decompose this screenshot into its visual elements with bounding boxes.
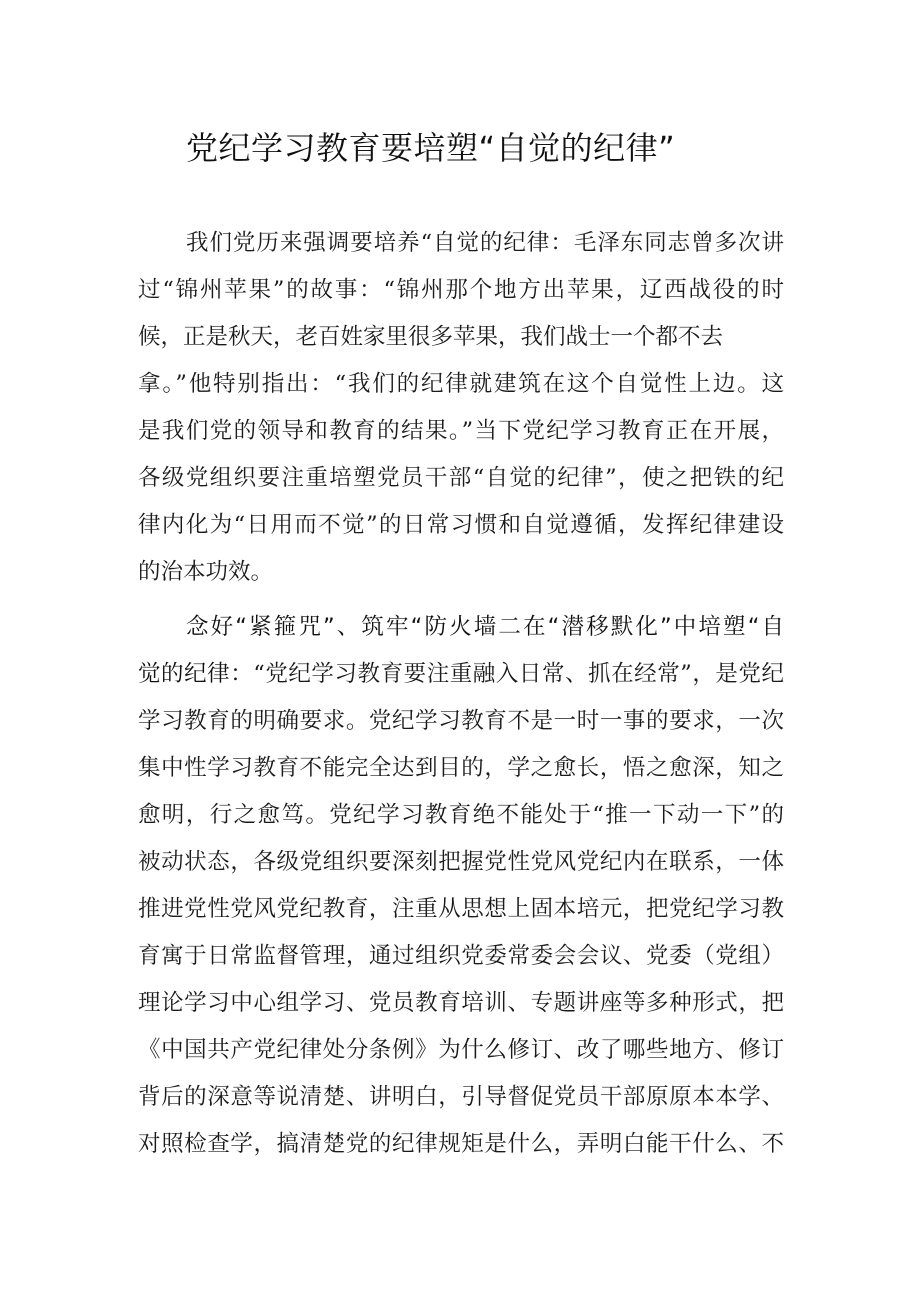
paragraph-line: 理论学习中心组学习、党员教育培训、专题讲座等多种形式，把: [138, 990, 784, 1016]
paragraph-line: 律内化为“日用而不觉”的日常习惯和自觉遵循，发挥纪律建设: [138, 512, 784, 538]
paragraph-line: 对照检查学，搞清楚党的纪律规矩是什么，弄明白能干什么、不: [138, 1131, 784, 1157]
paragraph-line: 《中国共产党纪律处分条例》为什么修订、改了哪些地方、修订: [138, 1037, 784, 1063]
section-heading-line: 念好“紧箍咒”、筑牢“防火墙二在“潜移默化”中培塑“自: [186, 614, 784, 640]
paragraph-line: 被动状态，各级党组织要深刻把握党性党风党纪内在联系，一体: [138, 849, 784, 875]
paragraph-line: 育寓于日常监督管理，通过组织党委常委会会议、党委（党组）: [138, 943, 784, 969]
paragraph-line: 候，正是秋天，老百姓家里很多苹果，我们战士一个都不去: [138, 324, 724, 350]
paragraph-line: 拿。”他特别指出：“我们的纪律就建筑在这个自觉性上边。这: [138, 371, 784, 397]
paragraph-line: 推进党性党风党纪教育，注重从思想上固本培元，把党纪学习教: [138, 896, 784, 922]
section-heading-tail: 觉的纪律：: [138, 661, 254, 687]
paragraph-line: 我们党历来强调要培养“自觉的纪律：毛泽东同志曾多次讲: [186, 230, 784, 256]
paragraph-line-rest: “党纪学习教育要注重融入日常、抓在经常”，是党纪: [253, 661, 784, 687]
paragraph-line: 过“锦州苹果”的故事：“锦州那个地方出苹果，辽西战役的时: [138, 277, 784, 303]
document-title: 党纪学习教育要培塑“自觉的纪律”: [186, 129, 676, 167]
paragraph-line: 的治本功效。: [138, 559, 274, 585]
paragraph-line: 学习教育的明确要求。党纪学习教育不是一时一事的要求，一次: [138, 708, 784, 734]
paragraph-line: 各级党组织要注重培塑党员干部“自觉的纪律”，使之把铁的纪: [138, 465, 784, 491]
paragraph-line: [138, 650, 784, 698]
paragraph-line: 集中性学习教育不能完全达到目的，学之愈长，悟之愈深，知之: [138, 755, 784, 781]
paragraph-line: 是我们党的领导和教育的结果。”当下党纪学习教育正在开展，: [138, 418, 784, 444]
paragraph-line: 背后的深意等说清楚、讲明白，引导督促党员干部原原本本学、: [138, 1084, 784, 1110]
paragraph-line: 愈明，行之愈笃。党纪学习教育绝不能处于“推一下动一下”的: [138, 802, 784, 828]
